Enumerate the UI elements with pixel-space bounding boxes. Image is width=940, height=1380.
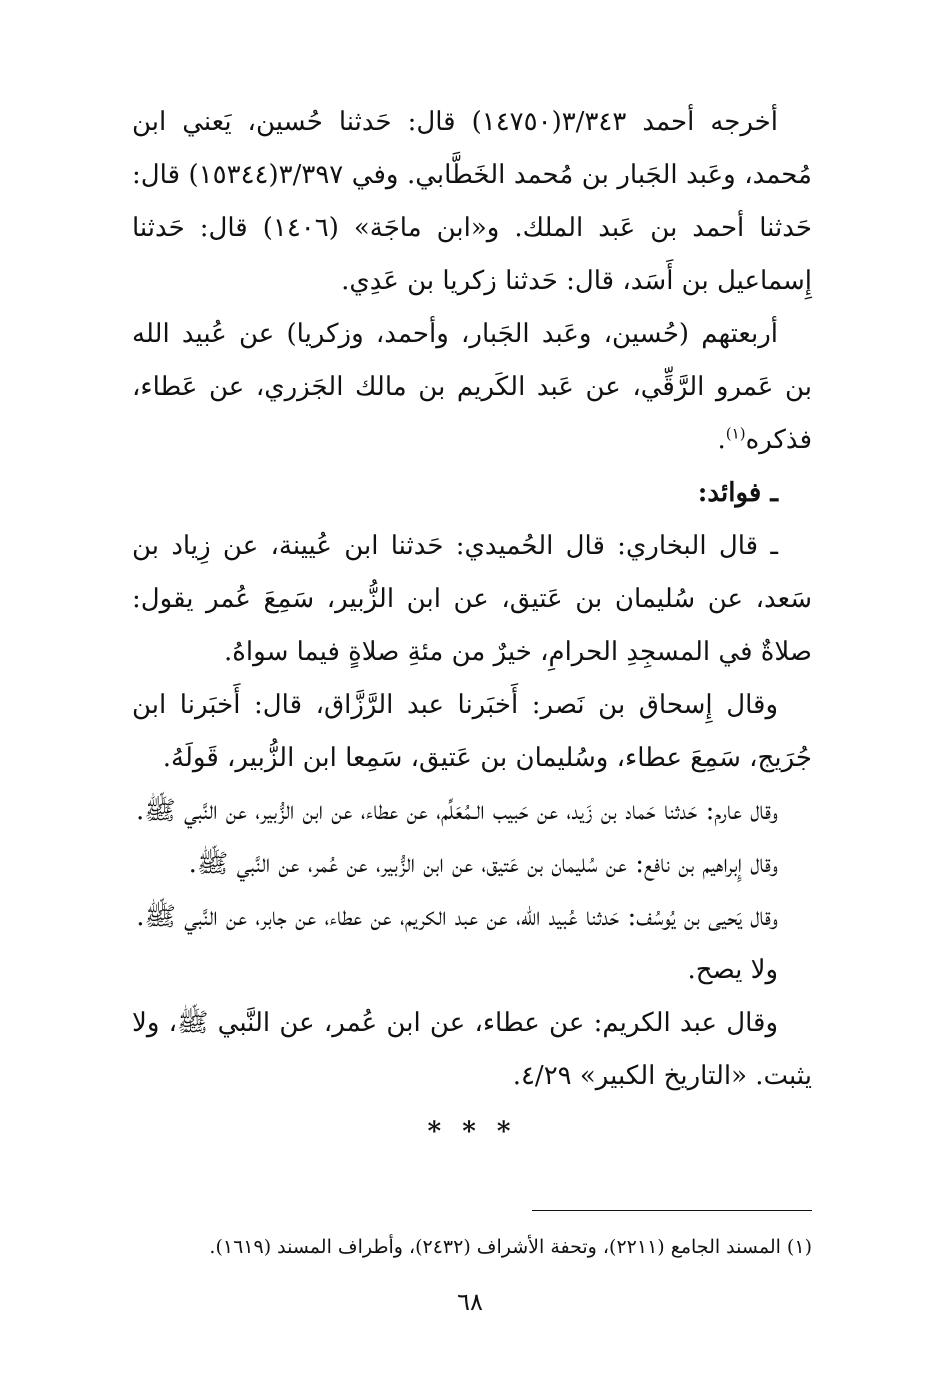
paragraph-abd-alkarim: وقال عبد الكريم: عن عطاء، عن ابن عُمر، عن النَّبي ﷺ، ولا يثبت. «التاريخ الكبير» ٤/٢٩. — [132, 1008, 812, 1091]
body-text — [132, 96, 812, 1103]
paragraph-la-yasih: ولا يصح. — [687, 955, 778, 985]
section-separator: * * * — [427, 1117, 517, 1147]
footnote-reference[interactable]: (١) — [725, 424, 746, 443]
paragraph-bukhari: ـ قال البخاري: قال الحُميدي: حَدثنا ابن عُيينة، عن زِياد بن سَعد، عن سُليمان بن عَتيق، عن ابن الزُّبير، سَمِعَ عُمر يقول: صلاةٌ في المسجِدِ الحرامِ، خيرٌ من مئةِ صلاةٍ فيما سواهُ. — [132, 531, 812, 667]
paragraph-takhrij: أخرجه أحمد ٣/٣٤٣(١٤٧٥٠) قال: حَدثنا حُسين، يَعني ابن مُحمد، وعَبد الجَبار بن مُحمد الخَطَّابي. وفي ٣/٣٩٧(١٥٣٤٤) قال: حَدثنا أحمد بن عَبد الملك. و«ابن ماجَة» (١٤٠٦) قال: حَدثنا إِسماعيل بن أَسَد، قال: حَدثنا زكريا بن عَدِي. — [132, 107, 812, 296]
paragraph-yahya: وقال يَحيى بن يُوسُف: حَدثنا عُبيد الله، عن عبد الكريم، عن عطاء، عن جابر، عن النَّبي ﷺ. — [136, 902, 778, 932]
footnote-divider — [532, 1210, 812, 1211]
page-content — [132, 96, 812, 1157]
paragraph-four-narrators: أربعتهم (حُسين، وعَبد الجَبار، وأحمد، وزكريا) عن عُبيد الله بن عَمرو الرَّقِّي، عن عَبد الكَريم بن مالك الجَزري، عن عَطاء، فذكره$^{(١)}$. — [132, 319, 812, 455]
page-number: ٦٨ — [457, 1288, 483, 1316]
paragraph-four-narrators-text: أربعتهم (حُسين، وعَبد الجَبار، وأحمد، وزكريا) عن عُبيد الله بن عَمرو الرَّقِّي، عن عَبد الكَريم بن مالك الجَزري، عن عَطاء، فذكره — [132, 319, 812, 455]
paragraph-ibrahim: وقال إِبراهيم بن نافع: عن سُليمان بن عَتيق، عن ابن الزُّبير، عن عُمر، عن النَّبي ﷺ. — [188, 849, 778, 879]
benefits-heading: ـ فوائد: — [697, 478, 778, 508]
footnote: (١) المسند الجامع (٢٢١١)، وتحفة الأشراف (٢٤٣٢)، وأطراف المسند (١٦١٩). — [209, 1236, 812, 1258]
paragraph-arim: وقال عارم: حَدثنا حَماد بن زَيد، عن حَبيب الـمُعَلِّم، عن عطاء، عن ابن الزُّبير، عن النَّبي ﷺ. — [136, 796, 778, 826]
paragraph-ishaq: وقال إِسحاق بن نَصر: أَخبَرنا عبد الرَّزَّاق، قال: أَخبَرنا ابن جُرَيج، سَمِعَ عطاء، وسُليمان بن عَتيق، سَمِعا ابن الزُّبير، قَولَهُ. — [132, 690, 812, 773]
